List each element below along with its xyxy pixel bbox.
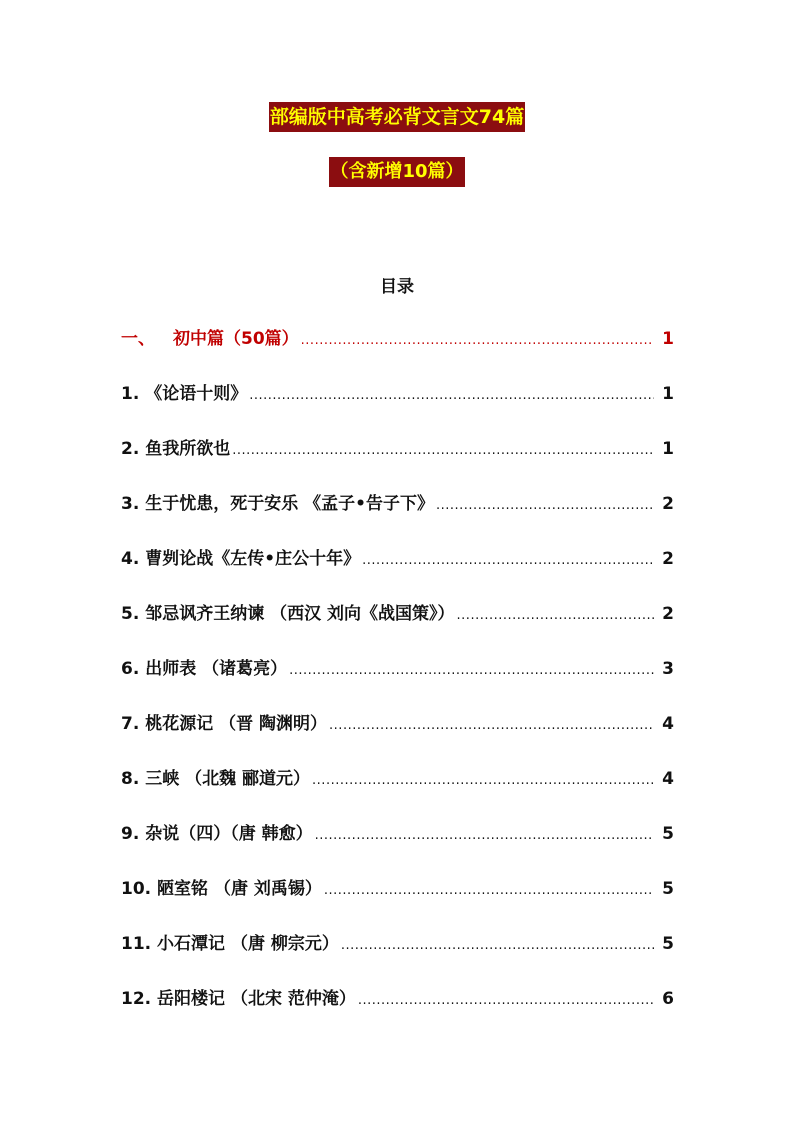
toc-page-number: 5 bbox=[662, 824, 674, 844]
toc-item[interactable] bbox=[121, 434, 674, 489]
toc-page-number: 2 bbox=[662, 494, 674, 514]
toc-item[interactable] bbox=[121, 709, 674, 764]
toc-page-number: 3 bbox=[662, 659, 674, 679]
toc-dot-leader bbox=[315, 828, 654, 843]
toc-item-label: 12. 岳阳楼记 （北宋 范仲淹） bbox=[121, 989, 356, 1009]
toc-dot-leader bbox=[329, 718, 654, 733]
toc-dot-leader bbox=[289, 663, 654, 678]
toc-item-label: 4. 曹刿论战《左传•庄公十年》 bbox=[121, 549, 361, 569]
table-of-contents bbox=[121, 324, 674, 1039]
toc-section-label: 初中篇（50篇） bbox=[173, 329, 299, 349]
toc-dot-leader bbox=[312, 773, 654, 788]
toc-heading: 目录 bbox=[380, 277, 414, 297]
toc-item[interactable] bbox=[121, 544, 674, 599]
toc-section-marker: 一、 bbox=[121, 329, 155, 349]
toc-item-label: 8. 三峡 （北魏 郦道元） bbox=[121, 769, 311, 789]
toc-dot-leader bbox=[232, 443, 654, 458]
toc-page-number: 1 bbox=[662, 384, 674, 404]
toc-item[interactable] bbox=[121, 984, 674, 1039]
toc-dot-leader bbox=[341, 938, 654, 953]
title-line-1: 部编版中高考必背文言文74篇 bbox=[269, 102, 525, 132]
toc-item-label: 11. 小石潭记 （唐 柳宗元） bbox=[121, 934, 339, 954]
toc-dot-leader bbox=[457, 608, 654, 623]
toc-dot-leader bbox=[301, 333, 654, 348]
toc-page-number: 2 bbox=[662, 549, 674, 569]
toc-dot-leader bbox=[249, 388, 654, 403]
toc-page-number: 1 bbox=[662, 329, 674, 349]
title-line-2: （含新增10篇） bbox=[329, 157, 464, 187]
document-subtitle bbox=[0, 157, 794, 187]
toc-item[interactable] bbox=[121, 489, 674, 544]
toc-item-label: 10. 陋室铭 （唐 刘禹锡） bbox=[121, 879, 322, 899]
toc-page-number: 4 bbox=[662, 714, 674, 734]
toc-dot-leader bbox=[324, 883, 654, 898]
toc-page-number: 2 bbox=[662, 604, 674, 624]
toc-item-label: 7. 桃花源记 （晋 陶渊明） bbox=[121, 714, 328, 734]
toc-page-number: 5 bbox=[662, 934, 674, 954]
toc-page-number: 5 bbox=[662, 879, 674, 899]
toc-section-junior-high[interactable] bbox=[121, 324, 674, 379]
toc-item[interactable] bbox=[121, 654, 674, 709]
toc-item[interactable] bbox=[121, 764, 674, 819]
toc-item[interactable] bbox=[121, 599, 674, 654]
toc-item-label: 1. 《论语十则》 bbox=[121, 384, 248, 404]
toc-page-number: 4 bbox=[662, 769, 674, 789]
document-title bbox=[0, 102, 794, 132]
toc-item-label: 9. 杂说（四）（唐 韩愈） bbox=[121, 824, 313, 844]
toc-page-number: 6 bbox=[662, 989, 674, 1009]
toc-item[interactable] bbox=[121, 819, 674, 874]
toc-item[interactable] bbox=[121, 874, 674, 929]
toc-dot-leader bbox=[436, 498, 654, 513]
toc-item-label: 3. 生于忧患，死于安乐 《孟子•告子下》 bbox=[121, 494, 434, 514]
toc-item-label: 6. 出师表 （诸葛亮） bbox=[121, 659, 288, 679]
toc-item[interactable] bbox=[121, 379, 674, 434]
toc-dot-leader bbox=[358, 993, 654, 1008]
toc-section-entry bbox=[121, 324, 299, 349]
toc-item-label: 2. 鱼我所欲也 bbox=[121, 439, 231, 459]
toc-item-label: 5. 邹忌讽齐王纳谏 （西汉 刘向《战国策》） bbox=[121, 604, 455, 624]
toc-item[interactable] bbox=[121, 929, 674, 984]
toc-dot-leader bbox=[362, 553, 654, 568]
toc-page-number: 1 bbox=[662, 439, 674, 459]
